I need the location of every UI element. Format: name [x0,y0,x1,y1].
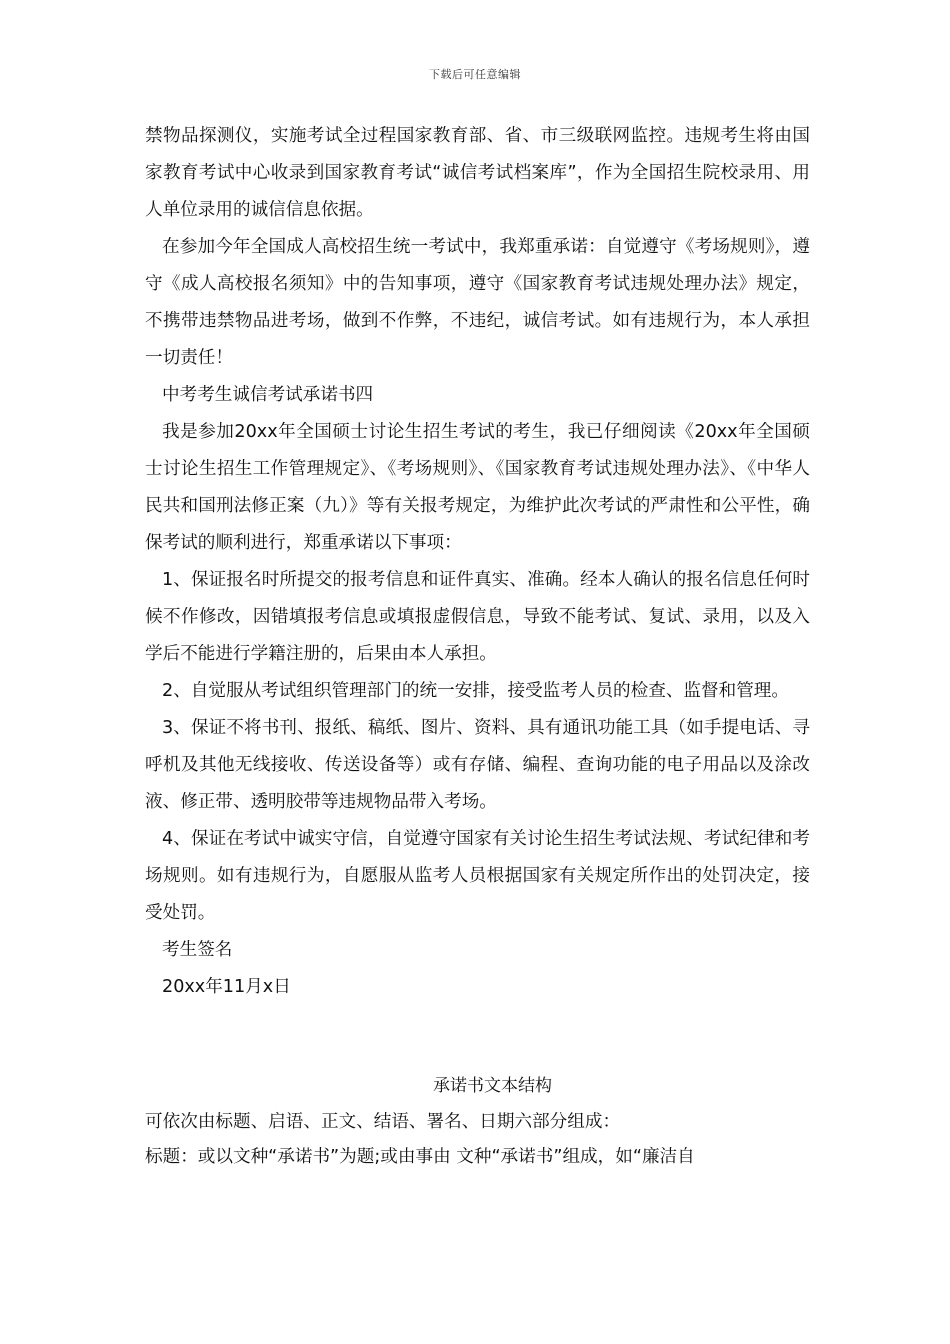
pledge-item-4: 4、保证在考试中诚实守信，自觉遵守国家有关讨论生招生考试法规、考试纪律和考场规则。如有违规行为，自愿服从监考人员根据国家有关规定所作出的处罚决定，接受处罚。 [145,829,810,923]
signature-line: 考生签名 [162,940,233,960]
spacer [145,1006,810,1068]
pledge-item-1: 1、保证报名时所提交的报考信息和证件真实、准确。经本人确认的报名信息任何时候不作修改，因错填报考信息或填报虚假信息，导致不能考试、复试、录用，以及入学后不能进行学籍注册的，后果由本人承担。 [145,570,810,664]
section-title-structure: 承诺书文本结构 [433,1076,552,1096]
date-line: 20xx年11月x日 [162,977,291,997]
paragraph-graduate-exam-intro: 我是参加20xx年全国硕士讨论生招生考试的考生，我已仔细阅读《20xx年全国硕士讨论生招生工作管理规定》、《考场规则》、《国家教育考试违规处理办法》、《中华人民共和国刑法修正案（九）》等有关报考规定，为维护此次考试的严肃性和公平性，确保考试的顺利进行，郑重承诺以下事项： [145,422,810,553]
structure-line-1: 可依次由标题、启语、正文、结语、署名、日期六部分组成： [145,1112,621,1132]
structure-line-2: 标题：或以文种“承诺书”为题;或由事由 文种“承诺书”组成，如“廉洁自 [145,1147,695,1167]
paragraph-adult-exam-pledge: 在参加今年全国成人高校招生统一考试中，我郑重承诺：自觉遵守《考场规则》，遵守《成人高校报名须知》中的告知事项，遵守《国家教育考试违规处理办法》规定，不携带违禁物品进考场，做到不作弊，不违纪，诚信考试。如有违规行为，本人承担一切责任！ [145,237,810,368]
section-heading-pledge-four: 中考考生诚信考试承诺书四 [162,385,374,405]
pledge-item-2: 2、自觉服从考试组织管理部门的统一安排，接受监考人员的检查、监督和管理。 [162,681,789,701]
header-note: 下载后可任意编辑 [429,68,521,81]
pledge-item-3: 3、保证不将书刊、报纸、稿纸、图片、资料、具有通讯功能工具（如手提电话、寻呼机及其他无线接收、传送设备等）或有存储、编程、查询功能的电子用品以及涂改液、修正带、透明胶带等违规物品带入考场。 [145,718,810,812]
document-body [145,118,810,1175]
paragraph-exam-monitoring: 禁物品探测仪，实施考试全过程国家教育部、省、市三级联网监控。违规考生将由国家教育考试中心收录到国家教育考试“诚信考试档案库”，作为全国招生院校录用、用人单位录用的诚信信息依据。 [145,126,810,220]
